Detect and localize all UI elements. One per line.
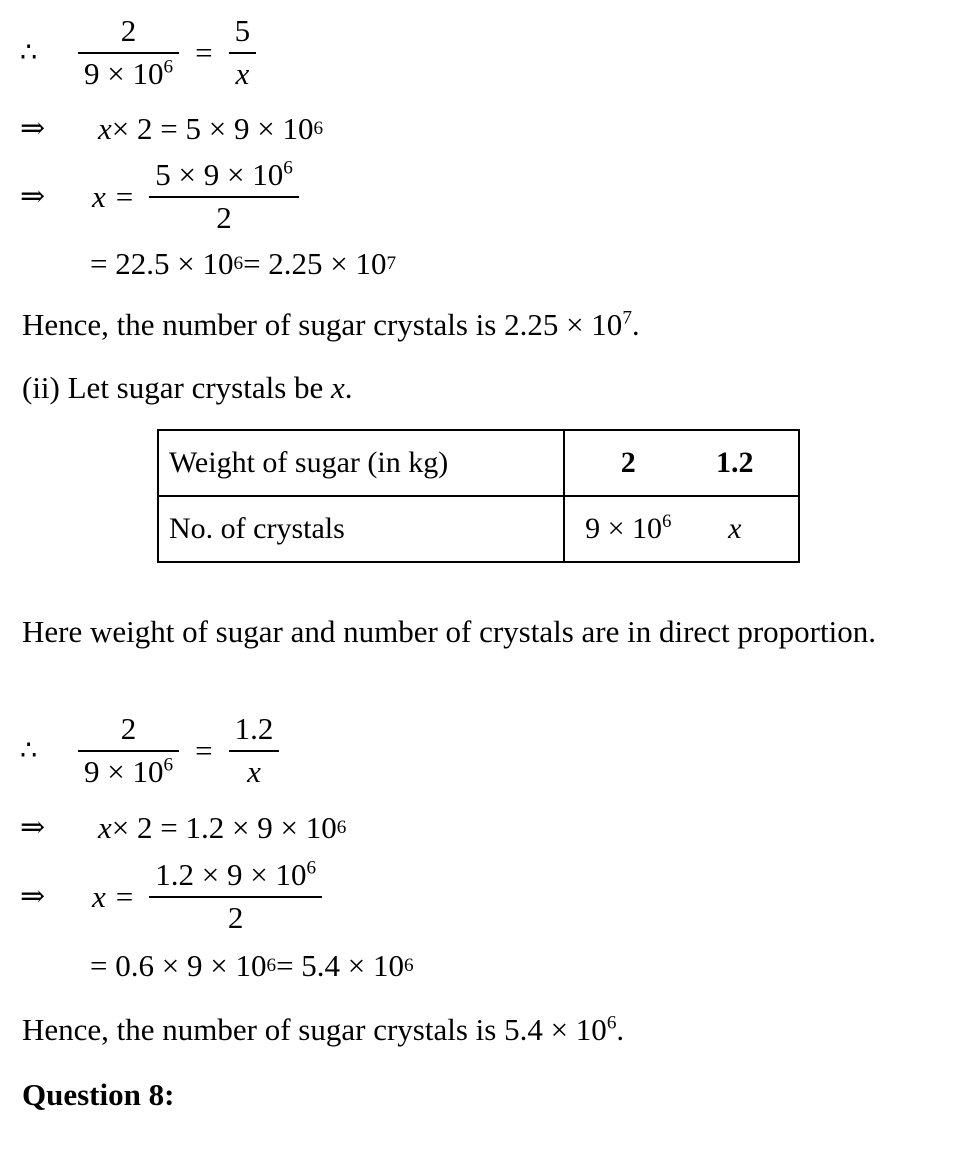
result-prefix: = 0.6 × 9 × 10: [90, 948, 267, 983]
fraction-2-over-9e6: [78, 712, 179, 789]
fraction-1p2-over-x: [229, 712, 280, 789]
equals-sign: =: [115, 179, 134, 215]
row-label-weight: Weight of sugar (in kg): [158, 430, 564, 496]
weight-value-2: 1.2: [716, 446, 754, 479]
equation-row-6: [0, 812, 956, 843]
equation-5-body: [72, 712, 285, 789]
exponent: 6: [606, 1012, 617, 1034]
equation-row-2: [0, 113, 956, 144]
numerator: 5: [234, 13, 251, 48]
equation-1-body: [72, 14, 262, 91]
variable-x: x: [92, 879, 106, 915]
intro-text: (ii) Let sugar crystals be: [22, 370, 332, 405]
question-heading: Question 8:: [22, 1077, 175, 1112]
denominator-base: 9 × 10: [84, 55, 164, 91]
equation-6-text: × 2 = 1.2 × 9 × 10: [111, 810, 337, 845]
exponent: 6: [163, 754, 174, 776]
equals-sign: =: [115, 879, 134, 915]
implies-symbol: ⇒: [20, 179, 46, 213]
fraction-bar: [229, 750, 280, 752]
result-prefix: = 22.5 × 10: [90, 246, 234, 281]
conclusion-period: .: [616, 1012, 625, 1047]
numerator-base: 5 × 9 × 10: [155, 157, 284, 192]
implies-symbol: ⇒: [20, 879, 46, 913]
exponent: 7: [622, 307, 632, 329]
result-middle: = 2.25 × 10: [243, 246, 387, 281]
implies-symbol: ⇒: [20, 111, 46, 145]
proportion-table-wrapper: [0, 429, 956, 563]
conclusion-text: Hence, the number of sugar crystals is 2.25 × 10: [22, 307, 623, 342]
conclusion-part-i: [0, 305, 956, 345]
row-label-crystals: No. of crystals: [158, 496, 564, 562]
fraction-result: [149, 158, 299, 235]
weight-value-1: 2: [620, 446, 636, 479]
numerator: 1.2: [234, 711, 274, 746]
numerator: [149, 858, 322, 893]
equation-row-1: [0, 14, 956, 91]
exponent: 6: [163, 56, 174, 78]
therefore-symbol: ∴: [20, 735, 38, 766]
denominator: [78, 57, 179, 92]
equation-row-4: [0, 248, 956, 279]
numerator: 2: [120, 711, 137, 746]
fraction-bar: [229, 52, 257, 54]
exponent: 6: [283, 157, 293, 179]
value-row: [575, 446, 788, 480]
value-row: [575, 512, 788, 546]
fraction-5-over-x: [229, 14, 257, 91]
denominator: x: [235, 55, 250, 91]
equals-sign: =: [195, 733, 213, 769]
equation-6-body: x × 2 = 1.2 × 9 × 10 6: [98, 810, 347, 845]
fraction-bar: [78, 52, 179, 54]
denominator: [78, 755, 179, 790]
variable-x: x: [92, 179, 106, 215]
equals-sign: =: [195, 35, 213, 71]
equation-row-5: [0, 712, 956, 789]
equation-row-7: [0, 858, 956, 935]
intro-period: .: [344, 370, 353, 405]
table-row: [158, 496, 799, 562]
variable-x: x: [98, 810, 112, 845]
denominator-base: 9 × 10: [84, 753, 164, 789]
conclusion-period: .: [631, 307, 640, 342]
crystals-value-base: 9 × 10: [585, 512, 663, 545]
crystals-value-1: [575, 512, 682, 546]
table-row: [158, 430, 799, 496]
row-values-weight: [564, 430, 799, 496]
equation-7-body: [72, 858, 328, 935]
implies-symbol: ⇒: [20, 810, 46, 844]
numerator: [149, 158, 299, 193]
fraction-bar: [78, 750, 179, 752]
row-values-crystals: [564, 496, 799, 562]
conclusion-text: Hence, the number of sugar crystals is 5.4 × 10: [22, 1012, 607, 1047]
direct-proportion-note: Here weight of sugar and number of crystals are in direct proportion.: [22, 614, 876, 649]
conclusion-part-ii: [0, 1010, 956, 1050]
equation-row-3: [0, 158, 956, 235]
equation-3-body: [72, 158, 305, 235]
variable-x: x: [331, 370, 345, 405]
fraction-result: [149, 858, 322, 935]
denominator: 2: [227, 899, 244, 935]
numerator-base: 1.2 × 9 × 10: [155, 857, 307, 892]
part-ii-intro: [0, 368, 956, 408]
therefore-symbol: ∴: [20, 37, 38, 68]
equation-row-8: [0, 950, 956, 981]
denominator: x: [247, 753, 261, 789]
equation-2-body: x × 2 = 5 × 9 × 10 6: [98, 111, 324, 146]
fraction-bar: [149, 896, 322, 898]
fraction-2-over-9e6: [78, 14, 179, 91]
fraction-bar: [149, 196, 299, 198]
equation-8-body: = 0.6 × 9 × 10 6 = 5.4 × 10 6: [90, 948, 414, 983]
crystals-value-2: x: [728, 512, 742, 545]
denominator: 2: [216, 199, 232, 235]
proportion-table: [157, 429, 800, 563]
equation-4-body: = 22.5 × 10 6 = 2.25 × 10 7: [90, 246, 397, 281]
equation-2-text: × 2 = 5 × 9 × 10: [111, 111, 314, 146]
exponent: 6: [662, 511, 672, 532]
variable-x: x: [98, 111, 112, 146]
exponent: 6: [306, 857, 317, 879]
result-middle: = 5.4 × 10: [276, 948, 405, 983]
numerator: 2: [120, 13, 137, 48]
